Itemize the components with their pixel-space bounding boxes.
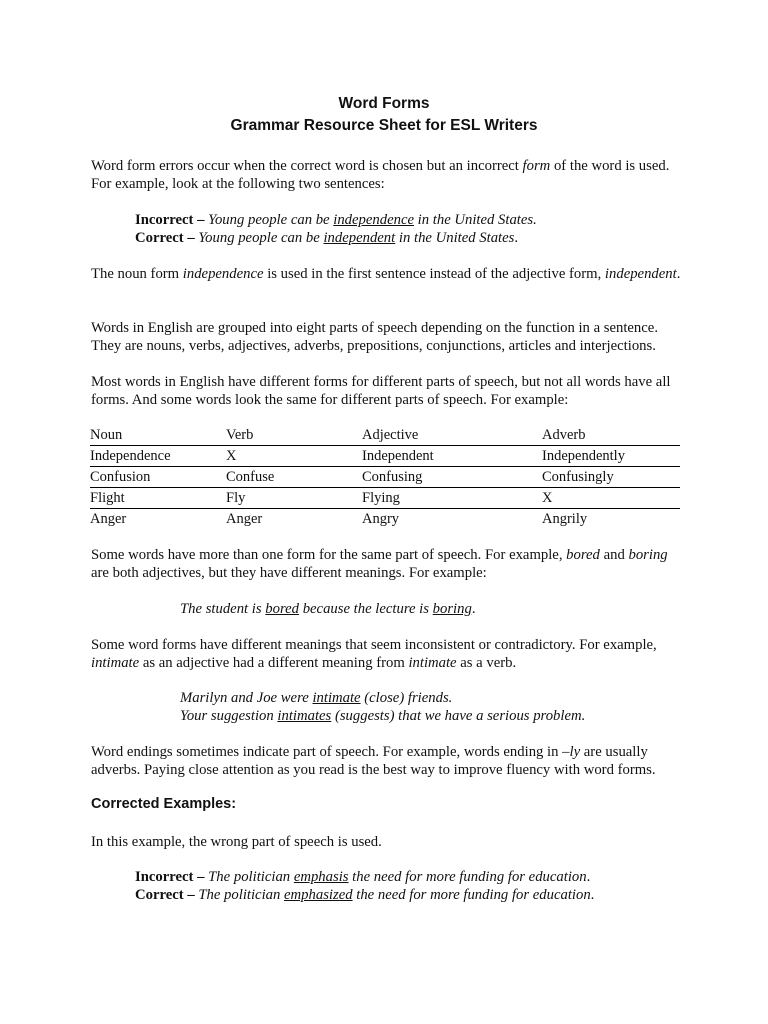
bored-paragraph bbox=[91, 546, 681, 582]
table-header-cell: Adverb bbox=[542, 425, 680, 446]
example-text: the need for more funding for education bbox=[348, 869, 587, 885]
incorrect-label: Incorrect – bbox=[135, 869, 205, 885]
table-header-row bbox=[90, 425, 680, 446]
example-text: the need for more funding for education bbox=[352, 887, 591, 903]
document-subtitle: Grammar Resource Sheet for ESL Writers bbox=[230, 117, 538, 134]
table-header-cell: Adjective bbox=[362, 425, 542, 446]
noun-text-1: The noun form bbox=[91, 266, 183, 282]
underlined-word: boring bbox=[432, 601, 472, 617]
table-cell: Fly bbox=[226, 488, 362, 509]
period: . bbox=[590, 887, 595, 903]
period: . bbox=[514, 230, 519, 246]
bored-example bbox=[180, 600, 476, 618]
example1-incorrect bbox=[135, 211, 537, 229]
table-cell: X bbox=[226, 446, 362, 467]
endings-text-1: Word endings sometimes indicate part of speech. For example, words ending in bbox=[91, 744, 563, 760]
example-text: The student is bbox=[180, 601, 266, 617]
intro-paragraph bbox=[91, 157, 681, 193]
table-row bbox=[90, 509, 680, 530]
intro-text-1: Word form errors occur when the correct word is chosen but an incorrect bbox=[91, 158, 523, 174]
table-header-cell: Noun bbox=[90, 425, 226, 446]
example1-correct bbox=[135, 229, 518, 247]
table-row bbox=[90, 467, 680, 488]
word-forms-paragraph: Most words in English have different forms for different parts of speech, but not all words have all forms. And some words look the same for different parts of speech. For example: bbox=[91, 374, 671, 408]
period: . bbox=[471, 601, 476, 617]
intimate-text-3: as a verb. bbox=[456, 655, 517, 671]
example-text: Marilyn and Joe were bbox=[180, 690, 313, 706]
intimate-paragraph bbox=[91, 636, 681, 672]
underlined-word: emphasis bbox=[293, 869, 349, 885]
example-text: in the United States bbox=[395, 230, 515, 246]
table-cell: Angrily bbox=[542, 511, 588, 527]
table-cell: Confusion bbox=[90, 467, 226, 488]
table-cell: Independence bbox=[90, 446, 226, 467]
example-text: (close) friends. bbox=[360, 690, 453, 706]
table-header-cell: Verb bbox=[226, 425, 362, 446]
example-text: (suggests) that we have a serious problem. bbox=[331, 708, 586, 724]
underlined-word: independence bbox=[333, 212, 414, 228]
noun-form-paragraph bbox=[91, 265, 681, 283]
table-cell: Independently bbox=[542, 446, 680, 467]
period: . bbox=[586, 869, 591, 885]
table-cell: Independent bbox=[362, 446, 542, 467]
endings-paragraph bbox=[91, 743, 681, 779]
endings-text-2: are usually adverbs. Paying close attention as you read is the best way to improve fluency with word forms. bbox=[91, 744, 656, 778]
noun-text-2: is used in the first sentence instead of the adjective form, bbox=[263, 266, 605, 282]
example-text: Young people can be bbox=[198, 230, 324, 246]
example2-correct bbox=[135, 886, 594, 904]
intimate-example-1 bbox=[180, 689, 452, 707]
bored-text-3: are both adjectives, but they have different meanings. For example: bbox=[91, 565, 487, 581]
example-text: Young people can be bbox=[208, 212, 334, 228]
corrected-examples-heading: Corrected Examples: bbox=[91, 796, 237, 812]
correct-label: Correct – bbox=[135, 887, 195, 903]
intimate-emphasis-1: intimate bbox=[91, 655, 140, 671]
table-cell: Anger bbox=[226, 511, 263, 527]
table-row bbox=[90, 488, 680, 509]
document-title: Word Forms bbox=[338, 95, 430, 112]
underlined-word: independent bbox=[323, 230, 396, 246]
underlined-word: bored bbox=[265, 601, 300, 617]
table-cell: Confusing bbox=[362, 467, 542, 488]
bored-emphasis-1: bored bbox=[566, 547, 600, 563]
parts-of-speech-paragraph: Words in English are grouped into eight parts of speech depending on the function in a sentence. They are nouns, verbs, adjectives, adverbs, prepositions, conjunctions, articles and interjections. bbox=[91, 320, 658, 354]
table-cell: X bbox=[542, 488, 680, 509]
endings-emphasis: –ly bbox=[562, 744, 581, 760]
bored-text-1: Some words have more than one form for the same part of speech. For example, bbox=[91, 547, 567, 563]
noun-emphasis-2: independent bbox=[604, 266, 677, 282]
table-cell: Flight bbox=[90, 488, 226, 509]
example-text: because the lecture is bbox=[299, 601, 433, 617]
intro-text-2: of the word is used. For example, look at the following two sentences: bbox=[91, 158, 670, 192]
intimate-emphasis-2: intimate bbox=[408, 655, 457, 671]
underlined-word: intimates bbox=[277, 708, 332, 724]
table-cell: Confusingly bbox=[542, 467, 680, 488]
bored-text-2: and bbox=[599, 547, 629, 563]
noun-text-3: . bbox=[676, 266, 681, 282]
table-row bbox=[90, 446, 680, 467]
table-cell: Confuse bbox=[226, 467, 362, 488]
bored-emphasis-2: boring bbox=[628, 547, 668, 563]
intro-emphasis: form bbox=[522, 158, 551, 174]
intimate-text-2: as an adjective had a different meaning from bbox=[139, 655, 409, 671]
intimate-text-1: Some word forms have different meanings that seem inconsistent or contradictory. For example, bbox=[91, 637, 657, 653]
underlined-word: emphasized bbox=[284, 887, 353, 903]
table-cell: Anger bbox=[90, 511, 127, 527]
example-text: in the United States. bbox=[414, 212, 537, 228]
example-text: The politician bbox=[198, 887, 285, 903]
example2-incorrect bbox=[135, 868, 590, 886]
table-cell: Flying bbox=[362, 488, 542, 509]
noun-emphasis-1: independence bbox=[182, 266, 264, 282]
word-forms-table bbox=[90, 425, 680, 529]
table-cell: Angry bbox=[362, 511, 400, 527]
wrong-part-paragraph: In this example, the wrong part of speech is used. bbox=[91, 834, 382, 850]
example-text: The politician bbox=[208, 869, 294, 885]
underlined-word: intimate bbox=[312, 690, 361, 706]
correct-label: Correct – bbox=[135, 230, 195, 246]
incorrect-label: Incorrect – bbox=[135, 212, 205, 228]
intimate-example-2 bbox=[180, 707, 585, 725]
example-text: Your suggestion bbox=[180, 708, 278, 724]
